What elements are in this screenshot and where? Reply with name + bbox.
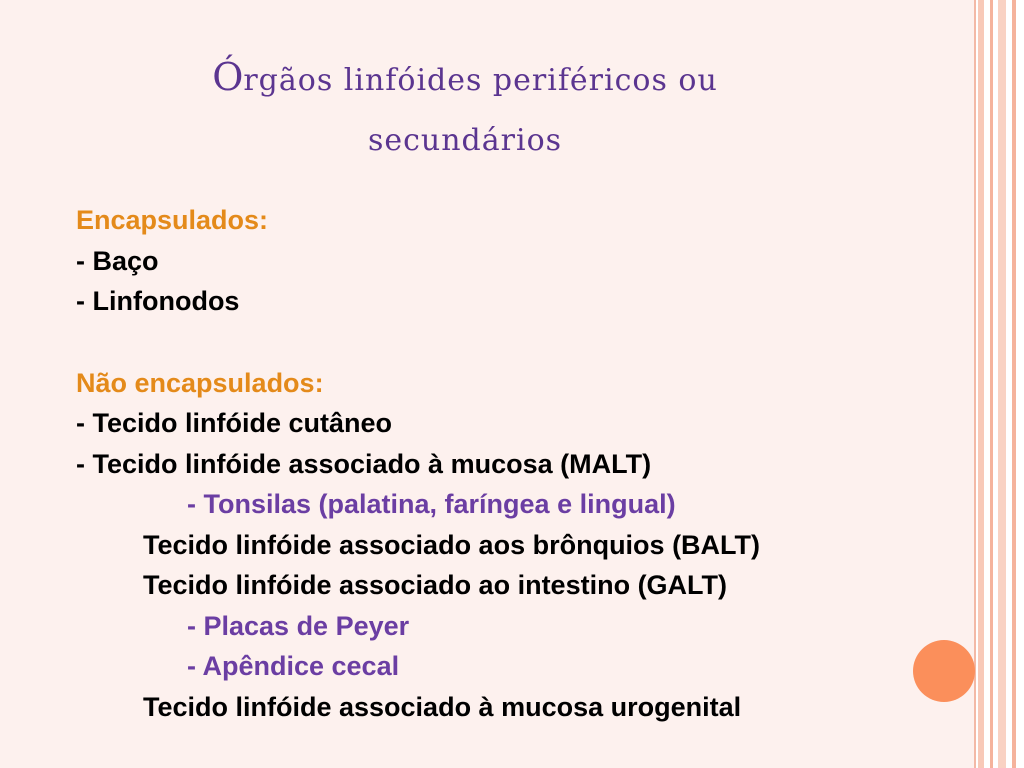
list-item-cutaneo: - Tecido linfóide cutâneo: [76, 408, 393, 438]
decorative-stripe: [978, 0, 984, 768]
sub-item-tonsilas: - Tonsilas (palatina, faríngea e lingual): [187, 489, 676, 519]
section-header-nao-encapsulados: Não encapsulados:: [76, 367, 324, 398]
section-header-encapsulados: Encapsulados:: [76, 205, 269, 235]
list-item-linfonodos: - Linfonodos: [76, 286, 240, 316]
title-line-1: rgãos linfóides periféricos ou: [243, 63, 718, 98]
list-item-balt: Tecido linfóide associado aos brônquios (BALT): [143, 529, 761, 560]
sub-item-apendice: - Apêndice cecal: [187, 651, 400, 681]
list-item-malt: - Tecido linfóide associado à mucosa (MALT): [76, 448, 652, 479]
decorative-stripe: [990, 0, 993, 768]
slide-title: [40, 48, 890, 170]
decorative-stripe: [998, 0, 1006, 768]
list-item-urogenital: Tecido linfóide associado à mucosa urogenital: [143, 691, 742, 722]
spacer: [76, 322, 956, 363]
list-item-baco: - Baço: [76, 245, 159, 276]
slide-body: [76, 200, 956, 727]
decorative-stripe: [1012, 0, 1016, 768]
title-line-2: secundários: [367, 123, 563, 158]
sub-item-peyer: - Placas de Peyer: [187, 610, 410, 641]
title-initial: Ó: [212, 55, 244, 99]
list-item-galt: Tecido linfóide associado ao intestino (GALT): [143, 570, 728, 600]
